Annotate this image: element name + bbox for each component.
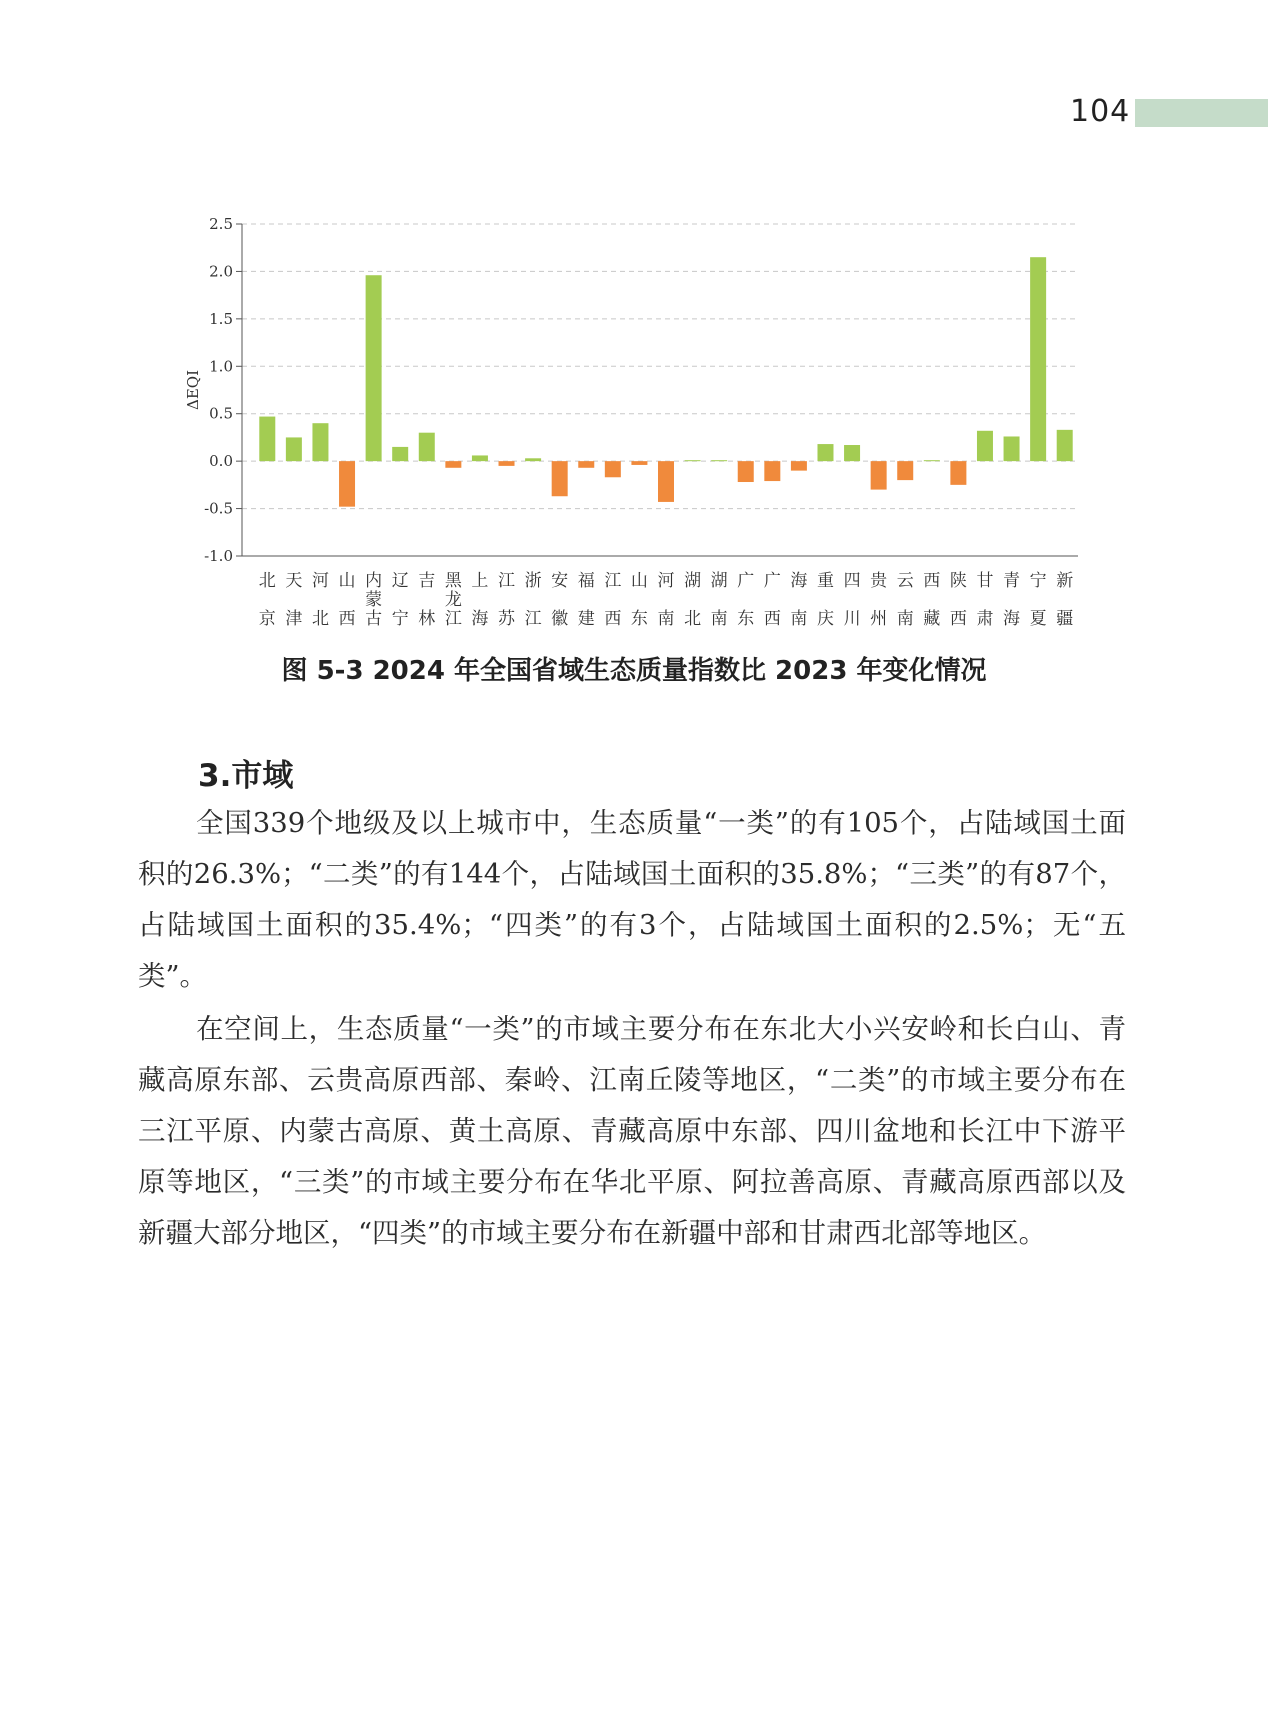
x-tick-label: 浙 江 <box>524 571 542 629</box>
paragraph-1: 全国339个地级及以上城市中，生态质量“一类”的有105个，占陆域国土面积的26.3%；“二类”的有144个，占陆域国土面积的35.8%；“三类”的有87个，占陆域国土面积的35.4%；“四类”的有3个，占陆域国土面积的2.5%；无“五类”。 <box>138 807 1126 992</box>
x-tick-label: 江 西 <box>604 571 622 629</box>
x-tick-label: 内蒙古 <box>365 571 383 629</box>
y-tick-label: 2.0 <box>209 262 233 281</box>
x-tick-label: 青 海 <box>1003 571 1021 629</box>
bar-湖北 <box>685 460 701 461</box>
bar-江西 <box>605 461 621 477</box>
x-tick-label: 黑龙江 <box>444 571 462 629</box>
x-tick-label: 辽 宁 <box>391 571 409 629</box>
bar-山西 <box>339 461 355 507</box>
bar-河南 <box>658 461 674 502</box>
x-tick-label: 安 徽 <box>551 571 569 629</box>
bar-甘肃 <box>977 431 993 461</box>
x-tick-label: 江 苏 <box>498 571 516 629</box>
bar-陕西 <box>950 461 966 485</box>
x-tick-label: 重 庆 <box>816 571 834 629</box>
y-tick-label: -0.5 <box>204 499 233 518</box>
bar-西藏 <box>924 460 940 461</box>
x-tick-label: 西 藏 <box>923 571 941 629</box>
bar-广西 <box>764 461 780 481</box>
bar-新疆 <box>1057 430 1073 461</box>
y-tick-label: 1.5 <box>209 309 233 328</box>
x-tick-label: 河 南 <box>657 571 675 629</box>
bar-吉林 <box>419 433 435 461</box>
x-tick-label: 新 疆 <box>1056 571 1074 629</box>
x-tick-label: 贵 州 <box>870 571 888 629</box>
section-heading: 3.市域 <box>198 758 294 794</box>
eqi-change-chart <box>170 200 1090 640</box>
bar-贵州 <box>871 461 887 489</box>
page-number: 104 <box>1070 94 1131 129</box>
paragraph-2: 在空间上，生态质量“一类”的市域主要分布在东北大小兴安岭和长白山、青藏高原东部、云贵高原西部、秦岭、江南丘陵等地区，“二类”的市域主要分布在三江平原、内蒙古高原、黄土高原、青藏高原中东部、四川盆地和长江中下游平原等地区，“三类”的市域主要分布在华北平原、阿拉善高原、青藏高原西部以及新疆大部分地区，“四类”的市域主要分布在新疆中部和甘肃西北部等地区。 <box>138 1013 1126 1249</box>
x-tick-label: 广 东 <box>737 571 755 629</box>
bar-青海 <box>1004 436 1020 461</box>
chart-canvas <box>170 200 1090 640</box>
bar-云南 <box>897 461 913 480</box>
bar-上海 <box>472 455 488 461</box>
x-tick-label: 河 北 <box>311 571 329 629</box>
x-tick-label: 天 津 <box>285 571 303 629</box>
bar-浙江 <box>525 458 541 461</box>
x-tick-label: 北 京 <box>258 571 276 629</box>
bar-天津 <box>286 437 302 461</box>
x-tick-label: 宁 夏 <box>1029 571 1047 629</box>
x-tick-label: 山 西 <box>338 571 356 629</box>
bar-海南 <box>791 461 807 470</box>
y-tick-label: 0.0 <box>209 452 233 471</box>
x-tick-label: 吉 林 <box>418 571 436 629</box>
bar-山东 <box>631 461 647 465</box>
x-tick-label: 陕 西 <box>949 571 967 629</box>
x-tick-label: 广 西 <box>763 571 781 629</box>
bar-北京 <box>259 417 275 462</box>
x-tick-label: 福 建 <box>577 571 595 629</box>
bar-黑龙江 <box>445 461 461 468</box>
page-tab-decoration <box>1135 99 1268 127</box>
x-tick-label: 海 南 <box>790 571 808 629</box>
bar-宁夏 <box>1030 257 1046 461</box>
x-tick-label: 云 南 <box>896 571 914 629</box>
y-axis-label: ΔEQI <box>184 369 202 411</box>
figure-caption: 图 5-3 2024 年全国省域生态质量指数比 2023 年变化情况 <box>281 656 987 686</box>
chart-svg <box>170 200 1090 640</box>
y-tick-label: 1.0 <box>209 357 233 376</box>
bar-江苏 <box>499 461 515 466</box>
bar-福建 <box>578 461 594 468</box>
x-tick-label: 四 川 <box>843 571 861 629</box>
x-tick-label: 湖 北 <box>684 571 702 629</box>
bar-河北 <box>312 423 328 461</box>
x-tick-label: 甘 肃 <box>976 571 994 629</box>
y-tick-label: 0.5 <box>209 404 233 423</box>
bar-安徽 <box>552 461 568 496</box>
bar-四川 <box>844 445 860 461</box>
bar-内蒙古 <box>366 275 382 461</box>
x-tick-label: 湖 南 <box>710 571 728 629</box>
y-tick-label: 2.5 <box>209 215 233 233</box>
y-tick-label: -1.0 <box>204 547 233 565</box>
bar-广东 <box>738 461 754 482</box>
body-text <box>138 798 1126 1261</box>
bar-湖南 <box>711 460 727 461</box>
bar-重庆 <box>817 444 833 461</box>
x-tick-label: 上 海 <box>471 571 489 629</box>
x-tick-label: 山 东 <box>630 571 648 629</box>
bar-辽宁 <box>392 447 408 461</box>
